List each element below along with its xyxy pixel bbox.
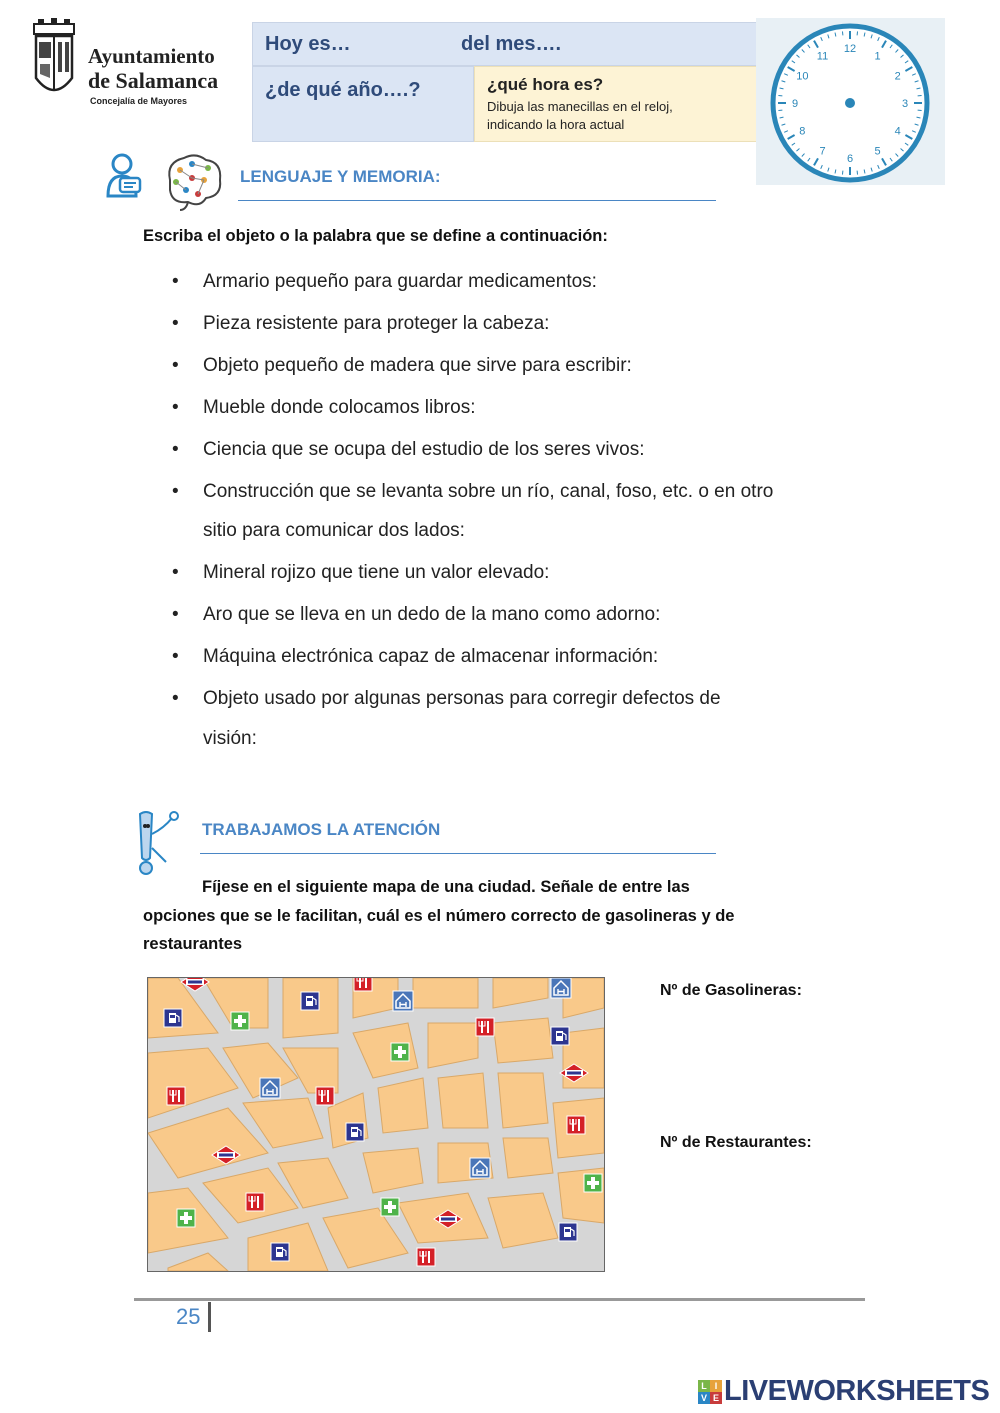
page-number-bar <box>208 1302 211 1332</box>
pharmacy-icon <box>381 1198 399 1216</box>
clock-number: 3 <box>901 98 909 110</box>
list-item-text: Ciencia que se ocupa del estudio de los seres vivos: <box>203 439 645 460</box>
brand-text: LIVEWORKSHEETS <box>724 1375 990 1407</box>
clock-number: 6 <box>846 153 854 165</box>
gas-station-icon <box>271 1243 289 1261</box>
gas-station-icon <box>551 1027 569 1045</box>
restaurant-icon <box>246 1193 264 1211</box>
page-number: 25 <box>176 1304 201 1329</box>
gas-station-icon <box>559 1223 577 1241</box>
instruction-text: Escriba el objeto o la palabra que se define a continuación: <box>143 227 608 245</box>
coat-of-arms-icon <box>28 18 80 102</box>
clock-number: 2 <box>894 70 901 83</box>
bullet: • <box>172 397 179 418</box>
clock-number: 1 <box>874 50 881 63</box>
hospital-icon <box>393 991 413 1011</box>
instruction-line3: restaurantes <box>143 935 243 953</box>
clock-number: 8 <box>799 125 806 138</box>
list-item-text: Máquina electrónica capaz de almacenar información: <box>203 646 659 667</box>
gas-station-icon <box>164 1009 182 1027</box>
pharmacy-icon <box>231 1012 249 1030</box>
restaurant-icon <box>167 1087 185 1105</box>
year-box <box>252 66 474 142</box>
list-item-text: Armario pequeño para guardar medicamentos: <box>203 271 597 292</box>
month-label: del mes…. <box>461 33 562 55</box>
exclamation-character-icon <box>136 808 184 876</box>
clock-panel[interactable] <box>756 18 945 185</box>
logo-title-line1: Ayuntamiento <box>88 44 215 68</box>
logo-title-line2: de Salamanca <box>88 68 219 93</box>
pharmacy-icon <box>177 1209 195 1227</box>
clock-face-icon <box>756 18 945 185</box>
year-label: ¿de qué año….? <box>265 79 421 101</box>
hospital-icon <box>551 978 571 998</box>
badge-letter: L <box>698 1380 710 1392</box>
hospital-icon <box>470 1158 490 1178</box>
gas-stations-label: Nº de Gasolineras: <box>660 982 802 999</box>
restaurant-icon <box>567 1116 585 1134</box>
bullet: • <box>172 562 179 583</box>
clock-number: 11 <box>816 50 829 63</box>
bullet: • <box>172 604 179 625</box>
brand-badge-icon <box>698 1380 722 1404</box>
badge-letter: E <box>710 1392 722 1404</box>
pharmacy-icon <box>391 1043 409 1061</box>
section-title-language-memory: LENGUAJE Y MEMORIA: <box>240 167 441 186</box>
bullet: • <box>172 355 179 376</box>
date-box <box>252 22 758 66</box>
restaurants-label: Nº de Restaurantes: <box>660 1134 812 1151</box>
clock-number: 9 <box>791 98 799 110</box>
list-item-text: Objeto usado por algunas personas para corregir defectos de <box>203 688 721 709</box>
today-label: Hoy es… <box>265 33 351 55</box>
bullet: • <box>172 271 179 292</box>
bullet: • <box>172 439 179 460</box>
hour-description-line1: Dibuja las manecillas en el reloj, <box>487 99 673 114</box>
gas-station-icon <box>346 1123 364 1141</box>
clock-number: 5 <box>874 145 881 158</box>
restaurant-icon <box>354 978 372 991</box>
logo-subtitle: Concejalía de Mayores <box>90 96 188 106</box>
list-item-continuation: sitio para comunicar dos lados: <box>203 520 465 541</box>
list-item-text: Aro que se lleva en un dedo de la mano como adorno: <box>203 604 661 625</box>
gas-station-icon <box>301 992 319 1010</box>
section-title-attention: TRABAJAMOS LA ATENCIÓN <box>202 820 441 839</box>
instruction-line1: Fíjese en el siguiente mapa de una ciudad. Señale de entre las <box>202 878 690 896</box>
instruction-line2: opciones que se le facilitan, cuál es el número correcto de gasolineras y de <box>143 907 735 925</box>
bullet: • <box>172 481 179 502</box>
person-speech-icon <box>104 152 144 200</box>
bullet: • <box>172 688 179 709</box>
list-item-continuation: visión: <box>203 728 257 749</box>
footer-divider <box>134 1298 865 1301</box>
list-item-text: Construcción que se levanta sobre un río, canal, foso, etc. o en otro <box>203 481 774 502</box>
restaurant-icon <box>417 1248 435 1266</box>
hospital-icon <box>260 1078 280 1098</box>
restaurant-icon <box>476 1018 494 1036</box>
list-item-text: Mueble donde colocamos libros: <box>203 397 476 418</box>
hour-box <box>474 66 758 142</box>
bullet: • <box>172 313 179 334</box>
bullet: • <box>172 646 179 667</box>
clock-number: 10 <box>796 70 809 83</box>
clock-number: 7 <box>819 145 826 158</box>
brain-network-icon <box>160 150 226 212</box>
pharmacy-icon <box>584 1174 602 1192</box>
hour-description-line2: indicando la hora actual <box>487 117 625 132</box>
list-item-text: Objeto pequeño de madera que sirve para escribir: <box>203 355 632 376</box>
section-divider <box>238 200 716 201</box>
section-divider <box>200 853 716 854</box>
municipal-logo <box>28 18 228 108</box>
badge-letter: I <box>710 1380 722 1392</box>
list-item-text: Mineral rojizo que tiene un valor elevado: <box>203 562 550 583</box>
badge-letter: V <box>698 1392 710 1404</box>
clock-number: 12 <box>843 43 857 55</box>
restaurant-icon <box>316 1087 334 1105</box>
list-item-text: Pieza resistente para proteger la cabeza: <box>203 313 550 334</box>
city-map <box>147 977 605 1272</box>
hour-question: ¿qué hora es? <box>487 75 604 94</box>
clock-number: 4 <box>894 125 901 138</box>
liveworksheets-logo <box>698 1374 994 1410</box>
